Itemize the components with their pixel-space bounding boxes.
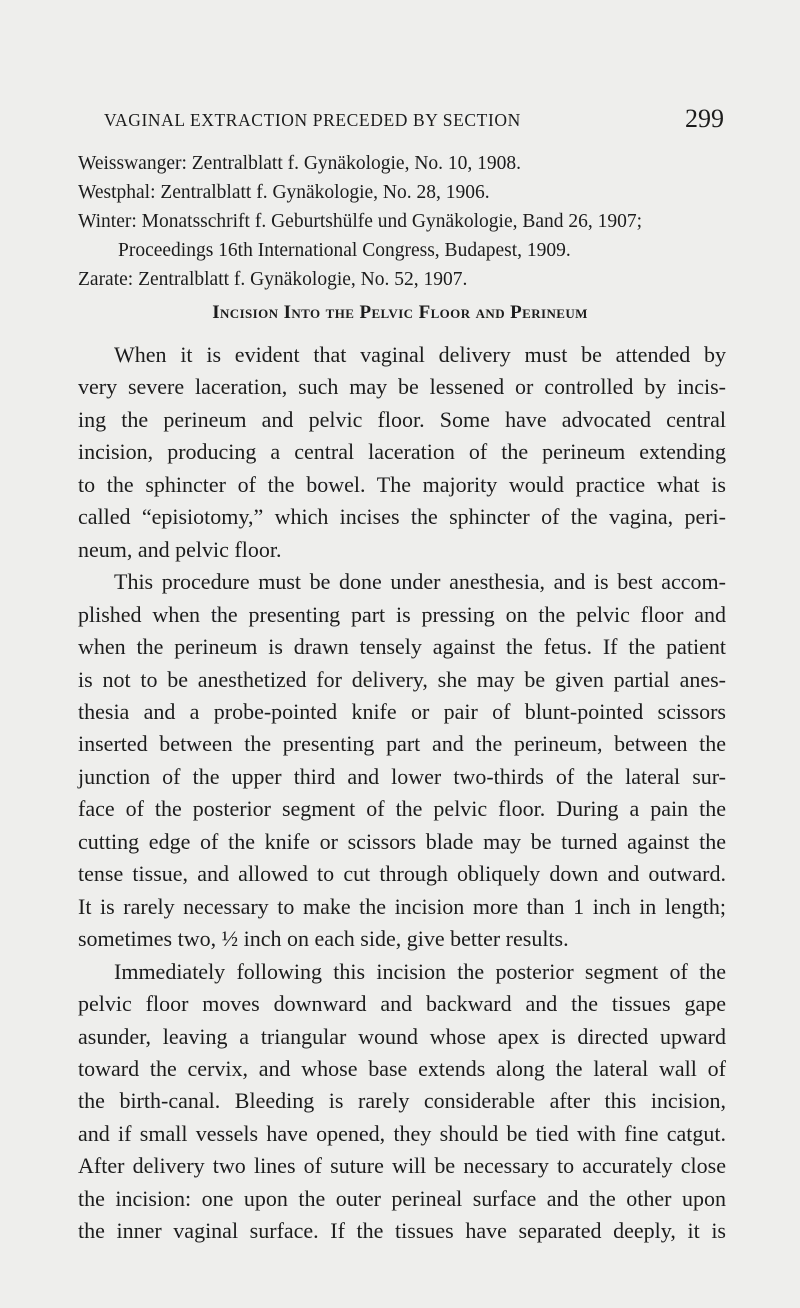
text-line: the incision: one upon the outer perineal surface and the other upon bbox=[78, 1185, 726, 1211]
text-line: thesia and a probe-pointed knife or pair of blunt-pointed scissors bbox=[78, 698, 726, 724]
paragraph bbox=[78, 339, 726, 566]
text-line: sometimes two, ½ inch on each side, give better results. bbox=[78, 926, 569, 952]
text-line: the inner vaginal surface. If the tissues have separated deeply, it is bbox=[78, 1218, 726, 1244]
paragraph bbox=[78, 956, 726, 1248]
reference-line: Zarate: Zentralblatt f. Gynäkologie, No. 52, 1907. bbox=[78, 269, 468, 290]
text-line: is not to be anesthetized for delivery, she may be given partial anes- bbox=[78, 666, 726, 692]
text-line: junction of the upper third and lower two-thirds of the lateral sur- bbox=[78, 763, 726, 789]
text-line: asunder, leaving a triangular wound whose apex is directed upward bbox=[78, 1023, 726, 1049]
body-text bbox=[78, 339, 726, 1248]
text-line: plished when the presenting part is pressing on the pelvic floor and bbox=[78, 601, 726, 627]
text-line: the birth-canal. Bleeding is rarely considerable after this incision, bbox=[78, 1088, 726, 1114]
text-line: face of the posterior segment of the pelvic floor. During a pain the bbox=[78, 796, 726, 822]
text-line: Immediately following this incision the posterior segment of the bbox=[114, 958, 726, 984]
text-line: inserted between the presenting part and the perineum, between the bbox=[78, 731, 726, 757]
reference-line: Winter: Monatsschrift f. Geburtshülfe und Gynäkologie, Band 26, 1907; bbox=[78, 211, 643, 232]
reference-line: Westphal: Zentralblatt f. Gynäkologie, No. 28, 1906. bbox=[78, 182, 490, 203]
text-line: When it is evident that vaginal delivery must be attended by bbox=[114, 342, 726, 367]
section-heading: Incision Into the Pelvic Floor and Perineum bbox=[212, 302, 588, 323]
running-head: VAGINAL EXTRACTION PRECEDED BY SECTION bbox=[104, 110, 521, 130]
page-number: 299 bbox=[685, 104, 724, 133]
text-line: cutting edge of the knife or scissors blade may be turned against the bbox=[78, 828, 726, 854]
reference-line: Weisswanger: Zentralblatt f. Gynäkologie, No. 10, 1908. bbox=[78, 153, 522, 174]
text-line: It is rarely necessary to make the incision more than 1 inch in length; bbox=[78, 893, 726, 919]
reference-entry bbox=[78, 178, 728, 207]
text-line: pelvic floor moves downward and backward and the tissues gape bbox=[78, 991, 726, 1017]
reference-line: Proceedings 16th International Congress, Budapest, 1909. bbox=[118, 240, 571, 261]
reference-entry bbox=[78, 149, 728, 178]
text-line: ing the perineum and pelvic floor. Some have advocated central bbox=[78, 406, 726, 432]
text-line: incision, producing a central laceration of the perineum extending bbox=[78, 439, 726, 465]
text-line: when the perineum is drawn tensely against the fetus. If the patient bbox=[78, 634, 726, 660]
page-header bbox=[78, 104, 724, 140]
reference-list bbox=[78, 149, 728, 294]
text-line: This procedure must be done under anesthesia, and is best accom- bbox=[114, 569, 726, 595]
text-line: very severe laceration, such may be lessened or controlled by incis- bbox=[78, 374, 726, 400]
reference-entry bbox=[78, 207, 728, 265]
text-line: toward the cervix, and whose base extends along the lateral wall of bbox=[78, 1055, 726, 1081]
text-line: neum, and pelvic floor. bbox=[78, 536, 282, 562]
text-line: tense tissue, and allowed to cut through obliquely down and outward. bbox=[78, 861, 726, 887]
text-line: and if small vessels have opened, they should be tied with fine catgut. bbox=[78, 1120, 726, 1146]
paragraph bbox=[78, 566, 726, 955]
text-line: called “episiotomy,” which incises the sphincter of the vagina, peri- bbox=[78, 504, 726, 530]
text-line: After delivery two lines of suture will be necessary to accurately close bbox=[78, 1153, 726, 1179]
text-line: to the sphincter of the bowel. The majority would practice what is bbox=[78, 471, 726, 497]
reference-entry bbox=[78, 265, 728, 294]
